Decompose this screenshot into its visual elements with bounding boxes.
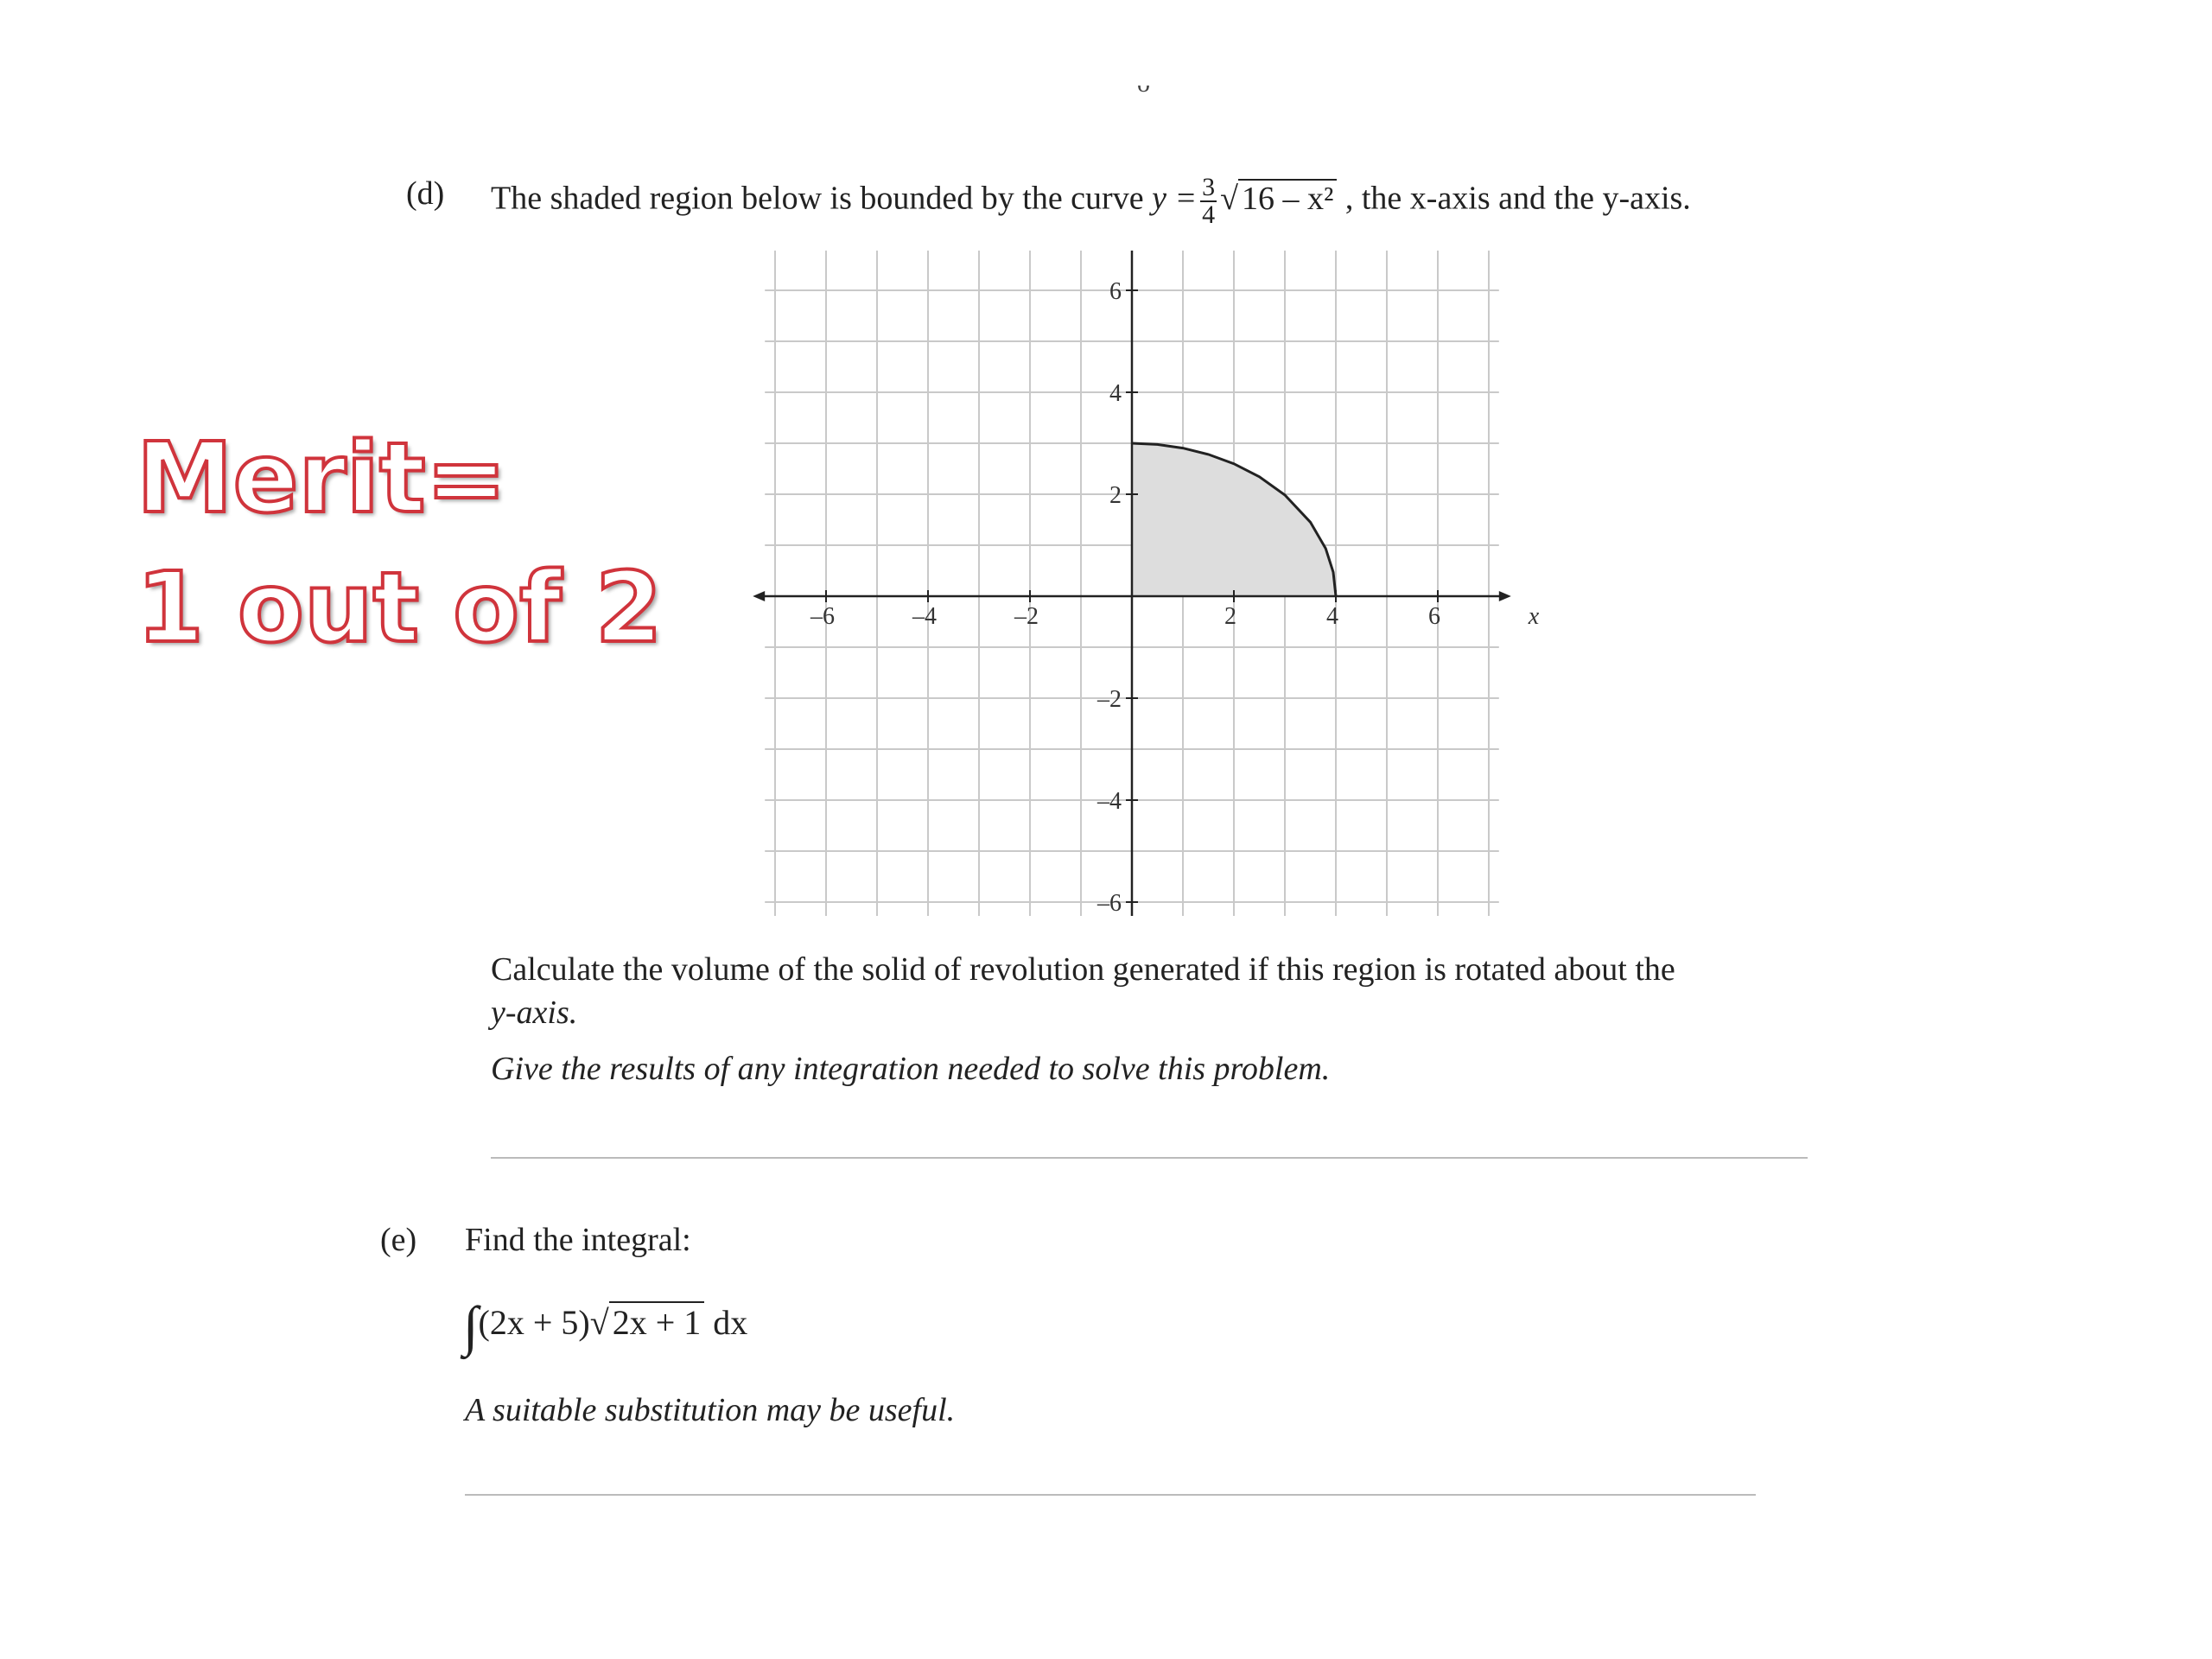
- fraction-numerator: 3: [1202, 173, 1216, 201]
- x-tick-label: –2: [1014, 603, 1039, 630]
- x-axis-arrow-left: [753, 591, 765, 601]
- square-root: √ 16 – x²: [1220, 180, 1337, 218]
- equation-fraction: [1200, 175, 1217, 228]
- x-tick-label: –6: [810, 603, 835, 630]
- x-tick-label: 6: [1428, 603, 1440, 630]
- merit-stamp-line1: Merit=: [137, 423, 507, 535]
- question-d-instruction-line2: y-axis.: [491, 995, 578, 1031]
- question-e-text: Find the integral:: [465, 1222, 691, 1258]
- radicand: 16 – x²: [1238, 179, 1337, 217]
- shaded-region: [1132, 443, 1336, 596]
- x-tick-label: –4: [912, 603, 937, 630]
- integrand-left: (2x + 5): [478, 1303, 590, 1343]
- integrand-radicand: 2x + 1: [609, 1301, 705, 1342]
- answer-line-e: [465, 1494, 1756, 1496]
- x-tick-label: 2: [1224, 603, 1236, 630]
- x-axis-label: x: [1528, 603, 1540, 630]
- integrand-square-root: √ 2x + 1: [590, 1302, 705, 1343]
- question-d-instruction-line1: Calculate the volume of the solid of revolution generated if this region is rotated about the: [491, 951, 1675, 988]
- y-tick-label: 6: [1109, 278, 1122, 305]
- question-d-statement: [491, 175, 1691, 228]
- question-e-label: (e): [380, 1222, 417, 1258]
- y-tick-label: –6: [1097, 890, 1122, 916]
- y-tick-label: –4: [1097, 788, 1122, 815]
- graph: [743, 251, 1555, 916]
- equation-lhs: y =: [1152, 180, 1198, 217]
- integral-expression: [463, 1294, 747, 1358]
- question-d-text-after: , the x-axis and the y-axis.: [1344, 180, 1691, 217]
- x-axis-arrow-right: [1499, 591, 1511, 601]
- x-tick-label: 4: [1326, 603, 1338, 630]
- differential: dx: [713, 1303, 748, 1343]
- integral-sign: ∫: [463, 1295, 479, 1357]
- question-d-hint: Give the results of any integration needed to solve this problem.: [491, 1051, 1331, 1087]
- merit-stamp-line2: 1 out of 2: [137, 552, 663, 664]
- fraction-denominator: 4: [1202, 200, 1216, 229]
- y-tick-label: 4: [1109, 380, 1122, 407]
- question-d-text-before: The shaded region below is bounded by the curve: [491, 180, 1144, 217]
- stray-mark: ᴗ: [1137, 69, 1150, 98]
- question-d-label: (d): [406, 175, 445, 212]
- y-tick-label: –2: [1097, 686, 1122, 713]
- y-tick-label: 2: [1109, 482, 1122, 509]
- question-e-hint: A suitable substitution may be useful.: [465, 1392, 956, 1428]
- answer-line-d: [491, 1157, 1808, 1159]
